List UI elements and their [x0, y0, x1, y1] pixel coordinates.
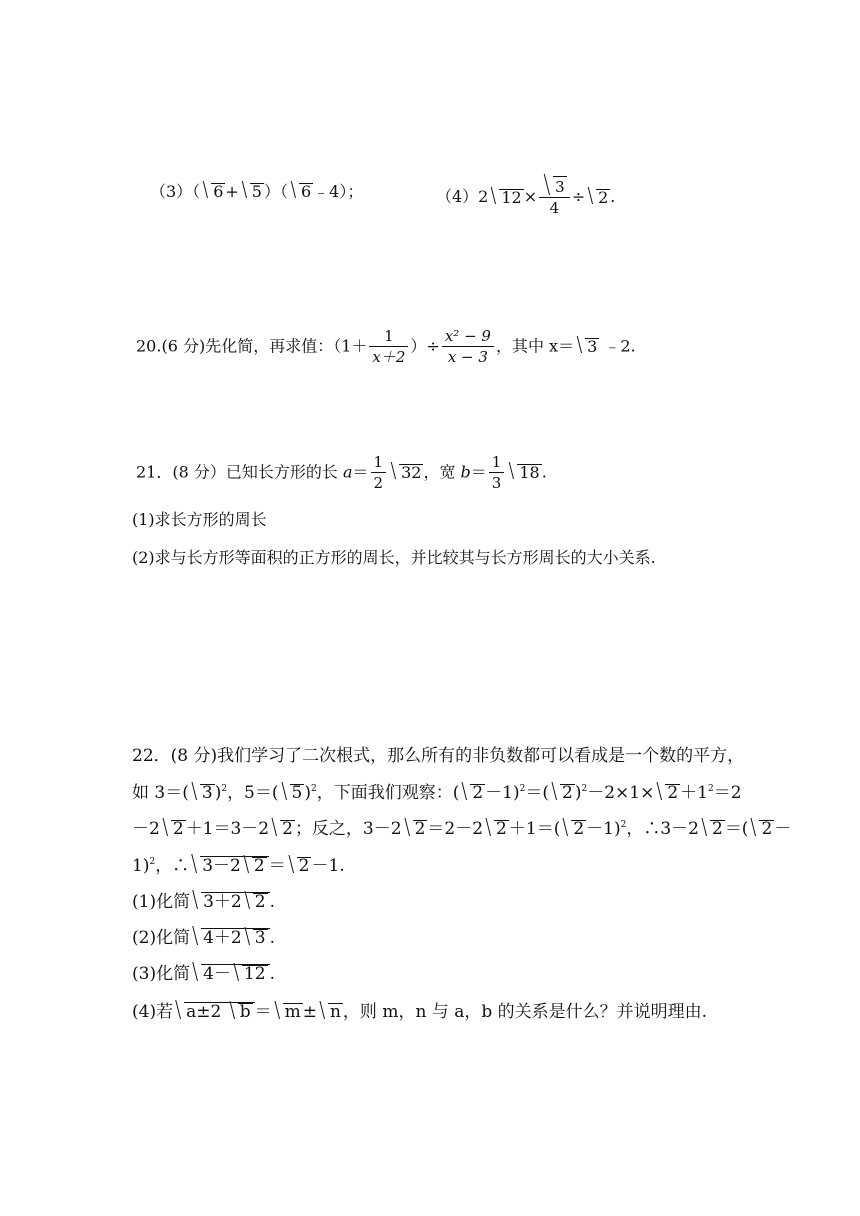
text: . [269, 928, 275, 948]
radicand: 2 [253, 856, 265, 876]
sqrt [655, 784, 680, 802]
sqrt [575, 338, 599, 355]
radicand [201, 892, 269, 911]
sqrt [243, 929, 268, 947]
sqrt [242, 857, 267, 875]
radicand: 2 [761, 819, 773, 839]
radicand: 12 [501, 187, 522, 207]
radicand [201, 928, 269, 947]
sqrt [191, 928, 269, 947]
q21-sub1: (1)求长方形的周长 [132, 510, 267, 529]
radicand: 12 [243, 964, 266, 984]
text: . [610, 187, 616, 206]
q22-sub3 [132, 964, 275, 983]
fraction-num: x² − 9 [442, 326, 494, 347]
radicand: 3 [201, 783, 213, 803]
op: × [523, 187, 538, 206]
sqrt [460, 784, 485, 802]
text: ；反之，3－2 [294, 819, 402, 839]
var-b: b [460, 462, 471, 482]
exponent: 2 [581, 784, 588, 794]
sqrt [507, 464, 541, 481]
radicand: 2 [573, 819, 585, 839]
q19-part4 [436, 176, 615, 218]
text: ＝( [525, 783, 550, 803]
sqrt [289, 183, 313, 200]
radicand: 3 [587, 337, 598, 356]
fraction-num [539, 176, 570, 198]
fraction-den: 2 [373, 474, 384, 492]
radicand-part: 3－2 [202, 856, 241, 876]
radicand-part: a±2 [186, 1002, 227, 1022]
q22-sub1 [132, 892, 275, 911]
radicand: 2 [667, 783, 679, 803]
text: ＋1＝3－2 [185, 819, 270, 839]
fraction-num: 1 [371, 452, 387, 473]
sqrt [543, 176, 567, 197]
q19-p4-label: （4）2 [436, 187, 489, 206]
radicand-part: 4－ [203, 964, 231, 984]
radicand: 2 [282, 819, 293, 839]
text: ) [304, 783, 311, 803]
text: ，其中 x＝ [495, 336, 575, 356]
sqrt [389, 464, 423, 481]
text: ) [214, 783, 222, 803]
radicand [184, 1002, 255, 1021]
text: (1)化简 [132, 892, 191, 912]
var-a: a [342, 462, 353, 482]
fraction-den: 3 [491, 474, 502, 492]
sqrt [403, 820, 428, 838]
radicand: 2 [254, 892, 266, 912]
radicand: 2 [172, 819, 184, 839]
text: ，则 m，n 与 a，b 的关系是什么？并说明理由. [342, 1002, 708, 1022]
radicand [201, 964, 269, 983]
sqrt [161, 820, 186, 838]
text: ）÷ [410, 336, 440, 356]
radicand: 2 [472, 783, 484, 803]
sqrt [228, 1003, 253, 1021]
fraction-num: 1 [369, 326, 408, 347]
text: ＝2－2 [427, 819, 484, 839]
q22-sub4 [132, 1002, 707, 1021]
sqrt [243, 893, 268, 911]
text: ，∴ [155, 856, 190, 876]
text: －2×1× [587, 783, 655, 803]
question-20 [136, 326, 636, 367]
radicand: 18 [519, 463, 540, 482]
fraction [371, 452, 387, 493]
text: ，下面我们观察：( [316, 783, 460, 803]
q22-line2 [132, 784, 742, 802]
radicand: n [329, 1002, 341, 1022]
text: ＝( [724, 819, 749, 839]
text: －1) [586, 819, 621, 839]
radicand: 2 [496, 819, 507, 839]
radicand: 6 [213, 182, 224, 201]
sqrt [550, 784, 575, 802]
fraction [539, 176, 570, 218]
exponent: 2 [310, 784, 317, 794]
q22-line3 [132, 820, 791, 838]
sqrt [232, 965, 268, 983]
fraction-den: x − 3 [447, 348, 488, 366]
radicand: 2 [562, 783, 573, 803]
text: 如 3＝( [132, 783, 189, 803]
radicand: 3 [555, 178, 565, 196]
sqrt [191, 892, 269, 911]
fraction-den: 4 [549, 199, 560, 217]
sqrt [700, 820, 725, 838]
fraction [489, 452, 505, 493]
text: ，∴3－2 [626, 819, 699, 839]
radicand: 5 [251, 182, 262, 201]
q22-sub2 [132, 928, 275, 947]
sqrt [190, 784, 215, 802]
radicand-part: 3＋2 [203, 892, 242, 912]
radicand-part: 4＋2 [203, 928, 242, 948]
text: ）（ [263, 182, 288, 201]
text: ＋1 [680, 783, 708, 803]
text: ，宽 [423, 462, 461, 482]
op: ＝ [352, 462, 369, 482]
fraction-den: x＋2 [372, 348, 406, 366]
sqrt [280, 784, 305, 802]
text: ＝ [268, 856, 286, 876]
exponent: 2 [221, 784, 228, 794]
exponent: 2 [519, 784, 526, 794]
q21-head: 21．(8 分）已知长方形的长 [136, 462, 343, 482]
radicand: 2 [298, 856, 310, 876]
text: ) [574, 783, 582, 803]
radicand: 2 [711, 819, 723, 839]
fraction-num: 1 [489, 452, 505, 473]
text: . [541, 462, 547, 482]
sqrt [561, 820, 586, 838]
radicand: 32 [401, 463, 422, 482]
q22-line1: 22．(8 分)我们学习了二次根式，那么所有的非负数都可以看成是一个数的平方， [132, 746, 745, 766]
fraction [442, 326, 494, 367]
radicand [200, 856, 268, 875]
text: ﹣2. [599, 336, 636, 356]
q21-sub2: (2)求与长方形等面积的正方形的周长，并比较其与长方形周长的大小关系. [132, 548, 656, 567]
text: ﹣4）； [313, 182, 364, 201]
question-21 [136, 452, 547, 493]
op: ÷ [571, 187, 586, 206]
text: ± [302, 1002, 317, 1022]
text: (4)若 [132, 1002, 174, 1022]
radicand: 6 [300, 182, 312, 201]
op: ＝ [470, 462, 487, 482]
sqrt [191, 964, 269, 983]
exponent: 2 [708, 784, 714, 794]
sqrt [190, 856, 268, 875]
sqrt [749, 820, 774, 838]
sqrt [287, 857, 312, 875]
text: － [774, 819, 792, 839]
sqrt [318, 1003, 343, 1021]
exponent: 2 [149, 857, 156, 867]
text: . [269, 892, 275, 912]
radicand: m [284, 1002, 301, 1022]
radicand: b [239, 1002, 251, 1022]
text: －1. [311, 856, 345, 876]
text: －1) [485, 783, 520, 803]
text: (2)化简 [132, 928, 191, 948]
q20-head: 20.(6 分)先化简，再求值：（1＋ [136, 336, 368, 356]
q22-line4 [132, 856, 345, 875]
text: ，5＝( [227, 783, 279, 803]
sqrt [201, 183, 225, 200]
sqrt [489, 189, 523, 206]
sqrt [174, 1002, 255, 1021]
text: ＋1＝( [508, 819, 561, 839]
sqrt [270, 820, 295, 838]
op: + [225, 182, 239, 201]
sqrt [484, 820, 509, 838]
radicand: 2 [414, 819, 426, 839]
text: ＝ [254, 1002, 272, 1022]
fraction [369, 326, 408, 367]
text: (3)化简 [132, 964, 191, 984]
exponent: 2 [620, 820, 627, 830]
radicand: 3 [254, 928, 266, 948]
sqrt [240, 183, 264, 200]
radicand: 2 [598, 187, 609, 207]
text: ＝2 [713, 783, 742, 803]
text: 1) [132, 856, 150, 876]
q19-p3-label: （3）（ [150, 182, 201, 201]
sqrt [273, 1003, 303, 1021]
text: . [269, 964, 275, 984]
radicand: 5 [291, 783, 303, 803]
q19-part3 [150, 183, 363, 200]
sqrt [586, 189, 610, 206]
text: －2 [132, 819, 160, 839]
